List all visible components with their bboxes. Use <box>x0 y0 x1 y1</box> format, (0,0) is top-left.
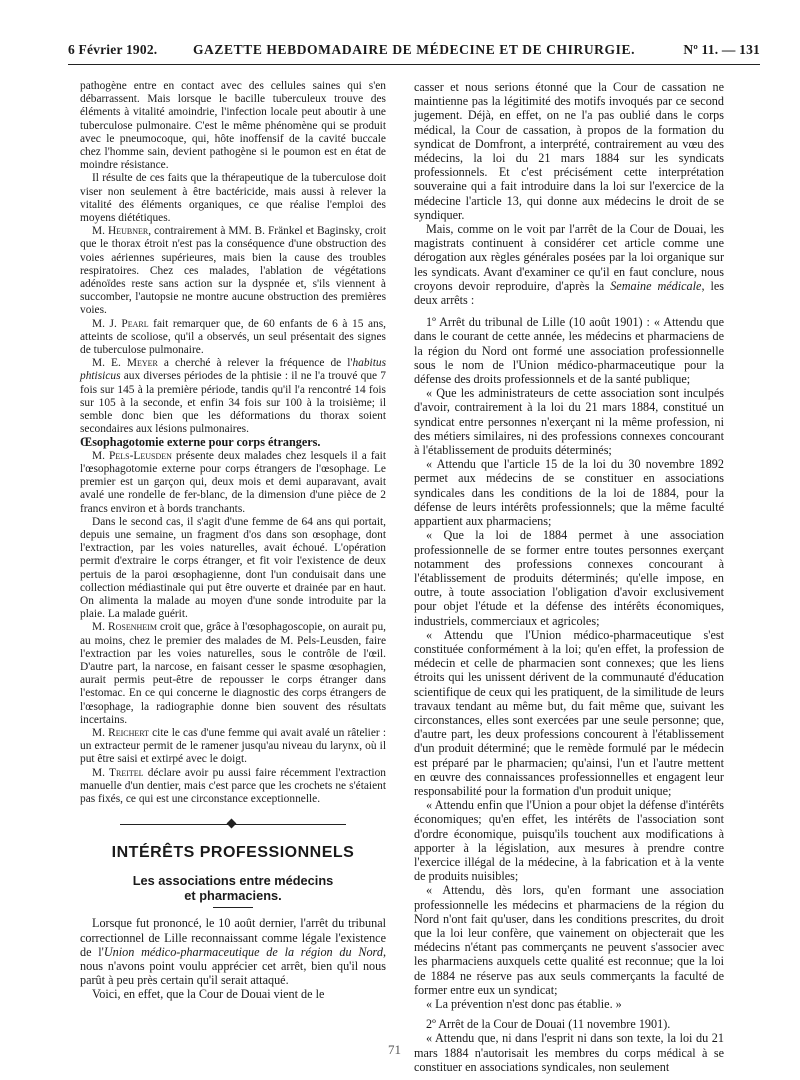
quote-paragraph: « Attendu que l'article 15 de la loi du 30 novembre 1892 permet aux médecins de se constituer en associations syndicales dans les conditions de la loi de 1884, pour la défense de leurs intérêts professionnels; que la même faculté appartient aux pharmaciens; <box>414 457 724 529</box>
paragraph: M. E. Meyer a cherché à relever la fréquence de l'habitus phtisicus aux diverses périodes de la phtisie : il ne l'a trouvé que 7 fois sur 145 à la première période, tandis qu'il l'a rencontré 14 fois sur 105 à la seconde, et enfin 34 fois sur 100 à la troisième; il semble donc bien que les déformations du thorax soient secondaires aux lésions pulmonaires. <box>80 357 386 436</box>
header-issue-page: Nº 11. — 131 <box>683 42 760 57</box>
paragraph: pathogène entre en contact avec des cellules saines qui s'en débarrassent. Mais lorsque le bacille tuberculeux trouve des éléments à vitalité amoindrie, l'infection locale peut aboutir à une tuberculose pulmonaire. C'est le même phénomène qui se produit avec le pneumocoque, qui, hôte inoffensif de la cavité buccale chez l'homme sain, devient pathogène si le poumon est en état de moindre résistance. <box>80 80 386 172</box>
speaker-name: M. J. Pearl <box>92 317 149 330</box>
speaker-name: M. Treitel <box>92 766 144 779</box>
paragraph: casser et nous serions étonné que la Cour de cassation ne maintienne pas la légitimité des motifs invoqués par ce second jugement. Déjà, en effet, on ne l'a pas oublié dans le corps médical, la Cour de cassation, à propos de la formation du syndicat de Domfront, a interprété, contrairement au vœu des médecins, la loi du 21 mars 1884 sur les syndicats professionnels. Et c'est précisément cette interprétation souveraine qui a fait introduire dans la loi sur l'exercice de la médecine l'article 13, qui donne aux médecins le droit de se syndiquer. <box>414 80 724 222</box>
quote-paragraph: « Attendu que, ni dans l'esprit ni dans son texte, la loi du 21 mars 1884 n'autorisait les membres du corps médical à se constituer en associations syndicales, non seulement <box>414 1031 724 1074</box>
header-journal-title: GAZETTE HEBDOMADAIRE DE MÉDECINE ET DE CHIRURGIE. <box>192 42 636 57</box>
paragraph: Il résulte de ces faits que la thérapeutique de la tuberculose doit viser non seulement à être bactéricide, mais aussi à relever la vitalité des éléments organiques, ce que réalise l'emploi des moyens diététiques. <box>80 172 386 225</box>
quote-paragraph: « Que la loi de 1884 permet à une association professionnelle de se former entre toutes personnes exerçant notamment des professions connexes concourant à l'établissement de produits déterminés; qu'elle impose, en outre, à toute association l'obligation d'avoir exclusivement pour objet l'étude et la défense des intérêts économiques, industriels, commerciaux et agricoles; <box>414 528 724 628</box>
quote-paragraph: « Que les administrateurs de cette association sont inculpés d'avoir, contrairement à la loi du 21 mars 1884, constitué un syndicat entre personnes n'exerçant ni la même profession, ni des métiers similaires, ni des professions connexes concourant à l'établissement de produits déterminés; <box>414 386 724 458</box>
page-number: 71 <box>388 1042 401 1057</box>
speaker-name: M. Heubner, <box>92 225 152 238</box>
paragraph: Mais, comme on le voit par l'arrêt de la Cour de Douai, les magistrats continuent à considérer cet article comme une dérogation aux règles générales posées par la loi organique sur les syndicats. Avant d'examiner ce qu'il en faut conclure, nous croyons devoir reproduire, d'après la Semaine médicale, les deux arrêts : <box>414 222 724 308</box>
paragraph: M. Pels-Leusden présente deux malades chez lesquels il a fait l'œsophagotomie externe pour corps étrangers de l'œsophage. Le premier est un garçon qui, deux mois et demi auparavant, avait avalé une rondelle de fer-blanc, de la dimension d'une pièce de 2 francs environ et à bords tranchants. <box>80 449 386 515</box>
article-rule <box>213 907 253 908</box>
section-divider <box>80 814 386 836</box>
left-column <box>80 80 386 1002</box>
paragraph: M. Reichert cite le cas d'une femme qui avait avalé un râtelier : un extracteur permit de le ramener jusqu'au niveau du larynx, où il put être saisi et extirpé avec le doigt. <box>80 726 386 766</box>
header-rule <box>68 64 760 65</box>
paragraph: M. J. Pearl fait remarquer que, de 60 enfants de 6 à 15 ans, atteints de scoliose, qu'il a observés, un seul présentait des signes de tuberculose pulmonaire. <box>80 317 386 357</box>
quote-paragraph: « La prévention n'est donc pas établie. » <box>426 997 622 1011</box>
judgment-heading: 2º Arrêt de la Cour de Douai (11 novembre 1901). <box>426 1017 671 1032</box>
quoted-judgments <box>414 315 724 1074</box>
paragraph: M. Rosenheim croit que, grâce à l'œsophagoscopie, on aurait pu, au moins, chez le premier des malades de M. Pels-Leusden, faire l'extraction par les voies naturelles, sous le contrôle de l'œil. D'autre part, la narcose, en faisant cesser le spasme œsophagien, aurait permis peut-être de repousser le corps étranger dans l'estomac. En ce qui concerne le diagnostic des corps étrangers de l'œsophage, la radiographie donne bien souvent des résultats incertains. <box>80 621 386 726</box>
quote-paragraph: « Attendu enfin que l'Union a pour objet la défense d'intérêts économiques; qu'en effet, les intérêts de l'association sont d'ordre économique, puisqu'ils touchent aux modifications à apporter à la législation, aux mesures à prendre contre l'exercice illégal de la médecine, à la fabrication et à la vente de produits nuisibles; <box>414 798 724 884</box>
subheading: Œsophagotomie externe pour corps étrangers. <box>80 435 321 450</box>
paragraph: Dans le second cas, il s'agit d'une femme de 64 ans qui portait, depuis une semaine, un fragment d'os dans son œsophage, dont l'extraction, par les voies naturelles, avait échoué. L'opération permit d'extraire le corps étranger, et fit voir l'existence de deux pertuis de la paroi œsophagienne, dont l'un conduisait dans une collection médiastinale qui put être ouverte et drainée par en haut. On alimenta la malade au moyen d'une sonde introduite par la plaie. La malade guérit. <box>80 515 386 621</box>
paragraph: M. Treitel déclare avoir pu aussi faire récemment l'extraction manuelle d'un dentier, mais c'est parce que les crochets ne s'étaient pas fixés, ce qui est une circonstance exceptionnelle. <box>80 766 386 805</box>
paragraph: Voici, en effet, que la Cour de Douai vient de le <box>92 987 325 1002</box>
paragraph: M. Heubner, contrairement à MM. B. Fränkel et Baginsky, croit que le thorax étroit n'est pas la conséquence d'une obstruction des voies aériennes supérieures, mais bien la cause des troubles respiratoires. Chez ces malades, l'ablation de végétations adénoïdes reste sans action sur la dyspnée et, s'ils viennent à succomber, l'autopsie ne montre aucune obstruction des premières voies. <box>80 225 386 317</box>
article-title: Les associations entre médecins et pharmaciens. <box>132 873 334 904</box>
ornament-diamond-icon <box>227 819 237 829</box>
speaker-name: M. E. Meyer <box>92 357 158 370</box>
speaker-name: M. Reichert <box>92 726 149 739</box>
paragraph: Lorsque fut prononcé, le 10 août dernier, l'arrêt du tribunal correctionnel de Lille reconnaissant comme légale l'existence de l'Union médico-pharmaceutique de la région du Nord, nous n'avons point voulu apprécier cet arrêt, bien qu'il nous parût à peu près certain qu'il serait attaqué. <box>80 916 386 988</box>
article-body <box>80 916 386 1001</box>
quote-paragraph: « Attendu que l'Union médico-pharmaceutique s'est constituée conformément à la loi; qu'en effet, la profession de médecin et celle de pharmacien sont connexes; que les liens étroits qui les unissent dérivent de la communauté d'éducation scientifique de ceux qui les pratiquent, de la similitude de leurs travaux tendant au même but, du fait même que, suivant les circonstances, elles sont exercées par une seule personne; que, d'autre part, les deux professions concourent à l'établissement d'un produit déterminé; que le remède formulé par le médecin est préparé par le pharmacien; qu'ainsi, l'un et l'autre mettent en œuvre des connaissances professionnelles et engagent leur responsabilité pour la formation d'un produit unique; <box>414 627 724 798</box>
quote-paragraph: « Attendu, dès lors, qu'en formant une association professionnelle les médecins et pharmaciens de la région du Nord n'ont fait qu'user, dans les conditions prescrites, du droit que la loi leur confère, que vainement on objecterait que les médecins n'étant pas commerçants ne peuvent s'associer avec les pharmaciens auxquels cette qualité est reconnue; que la loi de 1884 ne réserve pas aux seuls commerçants la faculté de former entre eux un syndicat; <box>414 883 724 997</box>
running-header <box>68 40 760 62</box>
speaker-name: M. Rosenheim <box>92 621 157 634</box>
judgment-heading: 1º Arrêt du tribunal de Lille (10 août 1901) : « Attendu que dans le courant de cette année, les médecins et pharmaciens de la région du Nord ont formé une association professionnelle sous le nom de l'Union médico-pharmaceutique pour la défense des droits professionnels et de la santé publique; <box>414 315 724 387</box>
speaker-name: M. Pels-Leusden <box>92 449 172 462</box>
right-column <box>414 80 724 1074</box>
section-title: INTÉRÊTS PROFESSIONNELS <box>111 844 355 862</box>
header-date: 6 Février 1902. <box>68 42 158 57</box>
